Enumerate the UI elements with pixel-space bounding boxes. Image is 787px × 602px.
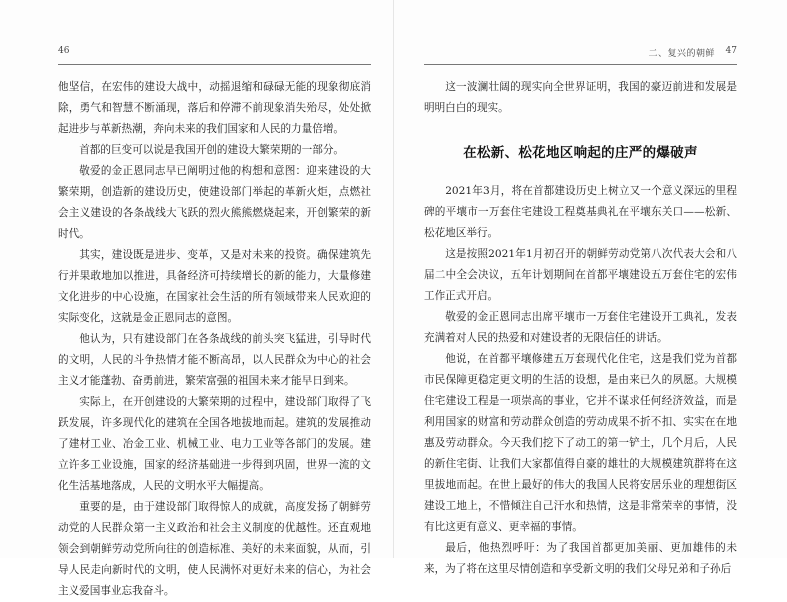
paragraph: 2021年3月，将在首都建设历史上树立又一个意义深远的里程碑的平壤市一万套住宅建设工程奠基典礼在平壤东关口——松新、松花地区举行。 [424,185,737,239]
paragraph: 敬爱的金正恩同志出席平壤市一万套住宅建设开工典礼，发表充满着对人民的热爱和对建设者的无限信任的讲话。 [424,311,737,344]
paragraph: 这是按照2021年1月初召开的朝鲜劳动党第八次代表大会和八届二中全会决议，五年计划期间在首都平壤建设五万套住宅的宏伟工作正式开启。 [424,248,737,302]
paragraph: 实际上，在开创建设的大繁荣期的过程中，建设部门取得了飞跃发展，许多现代化的建筑在全国各地拔地而起。建筑的发展推动了建材工业、冶金工业、机械工业、电力工业等各部门的发展。建立许多工业设施，国家的经济基础进一步得到巩固，世界一流的文化生活基地落成，人民的文明水平大幅提高。 [58,396,371,492]
left-page-header [58,42,371,60]
paragraph: 敬爱的金正恩同志早已阐明过他的构想和意图：迎来建设的大繁荣期，创造新的建设历史，使建设部门举起的革新火炬，点燃社会主义建设的各条战线大飞跃的烈火熊熊燃烧起来，开创繁荣的新时代。 [58,165,371,240]
left-page [0,0,393,597]
page-number: 46 [58,46,70,56]
right-page-header [424,42,737,60]
running-header: 二、复兴的朝鲜 [648,49,715,59]
section-title: 在松新、松花地区响起的庄严的爆破声 [463,145,698,161]
paragraph: 他坚信，在宏伟的建设大战中，动摇退缩和碌碌无能的现象彻底消除，勇气和智慧不断涌现，落后和停滞不前现象消失殆尽，处处掀起进步与革新热潮，奔向未来的我们国家和人民的力量倍增。 [58,81,371,135]
paragraph: 这一波澜壮阔的现实向全世界证明，我国的豪迈前进和发展是明明白白的现实。 [424,81,737,114]
header-rule [424,64,737,65]
paragraph: 首都的巨变可以说是我国开创的建设大繁荣期的一部分。 [79,144,345,156]
paragraph: 其实，建设既是进步、变革，又是对未来的投资。确保建筑先行并果敢地加以推进，具备经济可持续增长的新的能力，大量修建文化进步的中心设施，在国家社会生活的所有领域带来人民欢迎的实际变化，这就是金正恩同志的意图。 [58,249,371,324]
page-number: 47 [725,46,737,56]
paragraph: 他认为，只有建设部门在各条战线的前头突飞猛进，引导时代的文明，人民的斗争热情才能不断高昂，以人民群众为中心的社会主义才能蓬勃、奋勇前进，繁荣富强的祖国未来才能早日到来。 [58,333,371,387]
paragraph: 他说，在首都平壤修建五万套现代化住宅，这是我们党为首都市民保障更稳定更文明的生活的设想，是由来已久的夙愿。大规模住宅建设工程是一项崇高的事业，它并不谋求任何经济效益，而是利用国家的财富和劳动群众创造的劳动成果不折不扣、实实在在地惠及劳动群众。今天我们挖下了动工的第一铲土，几个月后，人民的新住宅街、让我们大家都值得自豪的雄壮的大规模建筑群将在这里拔地而起。在世上最好的伟大的我国人民将安居乐业的理想街区建设工地上，不惜倾注自己汗水和热情，这是非常荣幸的事情，没有比这更有意义、更幸福的事情。 [424,353,737,533]
header-rule [58,64,371,65]
right-page [394,0,787,575]
paragraph: 重要的是，由于建设部门取得惊人的成就，高度发扬了朝鲜劳动党的人民群众第一主义政治和社会主义制度的优越性。还直观地领会到朝鲜劳动党所向往的创造标准、美好的未来面貌，从而，引导人民走向新时代的文明，使人民满怀对更好未来的信心，为社会主义爱国事业忘我奋斗。 [58,501,371,597]
paragraph: 最后，他热烈呼吁：为了我国首都更加美丽、更加雄伟的未来，为了将在这里尽情创造和享受新文明的我们父母兄弟和子孙后 [424,542,737,575]
